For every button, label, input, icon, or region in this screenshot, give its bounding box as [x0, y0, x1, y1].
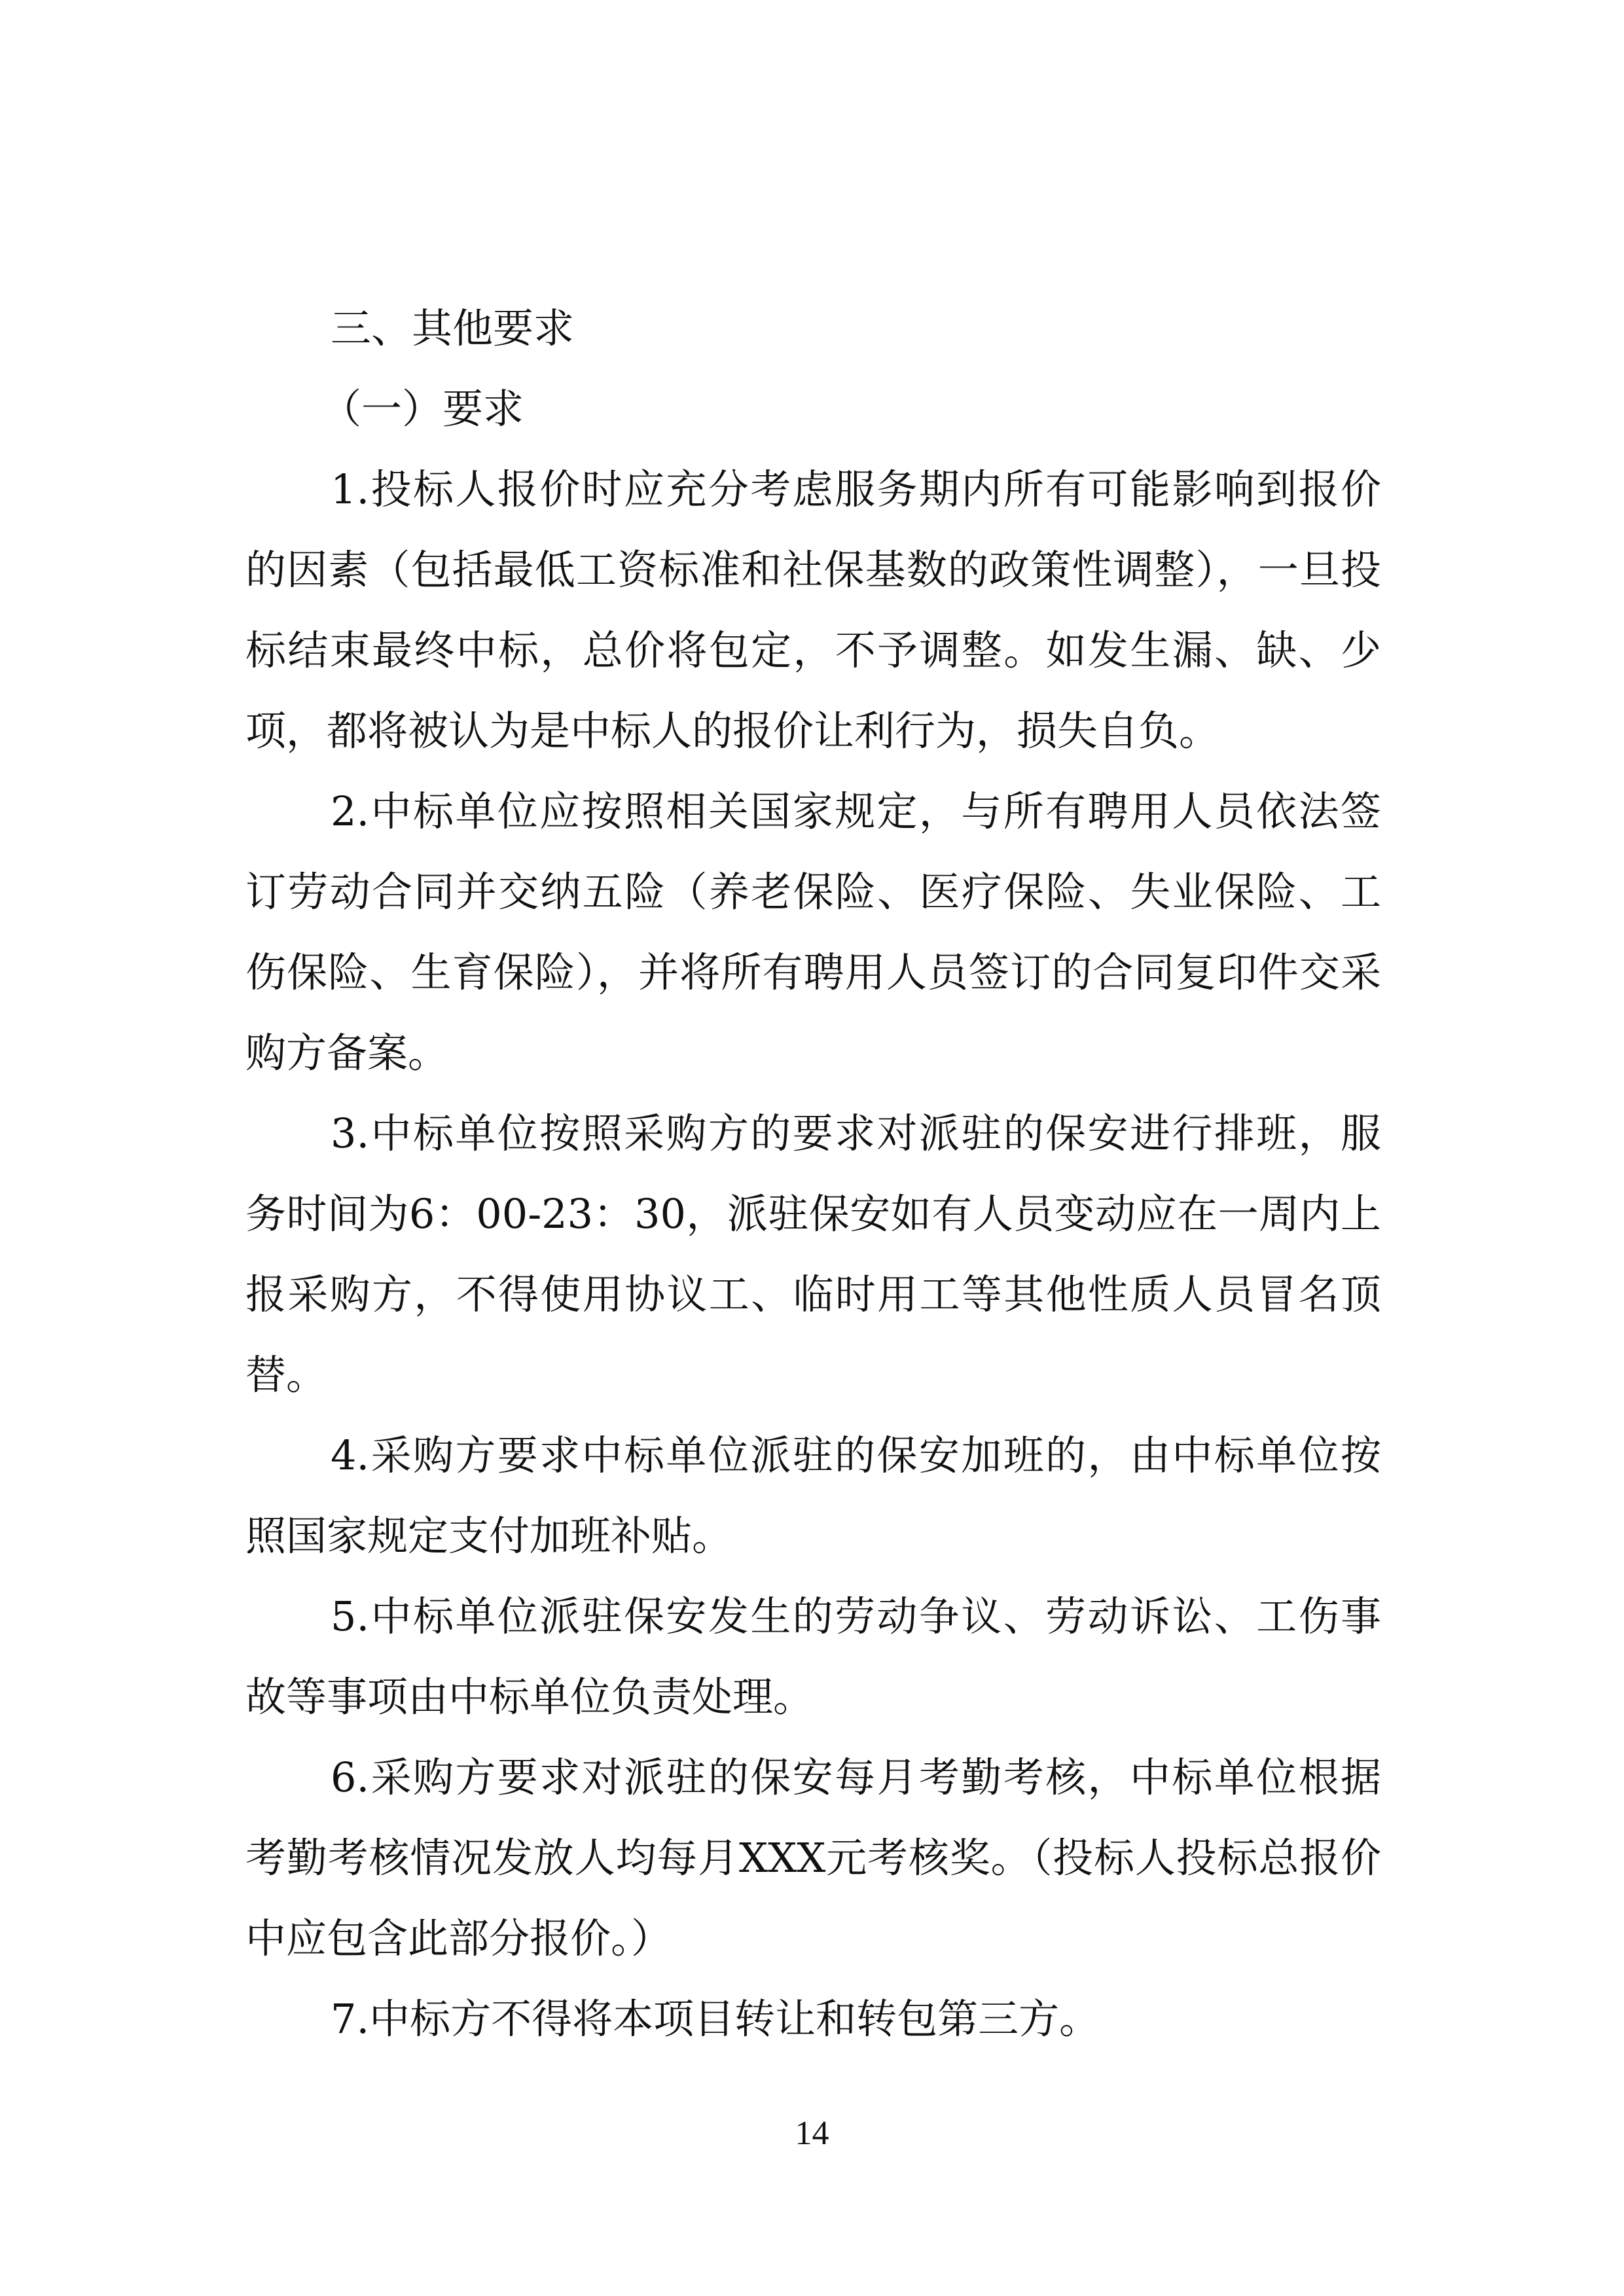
document-body [245, 288, 1381, 2059]
paragraph-4: 4.采购方要求中标单位派驻的保安加班的，由中标单位按照国家规定支付加班补贴。 [245, 1431, 1381, 1560]
paragraph-2: 2.中标单位应按照相关国家规定，与所有聘用人员依法签订劳动合同并交纳五险（养老保险、医疗保险、失业保险、工伤保险、生育保险），并将所有聘用人员签订的合同复印件交采购方备案。 [245, 787, 1381, 1077]
page-number: 14 [795, 2115, 829, 2152]
paragraph-3: 3.中标单位按照采购方的要求对派驻的保安进行排班，服务时间为6：00-23：30，派驻保安如有人员变动应在一周内上报采购方，不得使用协议工、临时用工等其他性质人员冒名顶替。 [245, 1109, 1381, 1399]
paragraph-7: 7.中标方不得将本项目转让和转包第三方。 [331, 1995, 1100, 2043]
paragraph-1: 1.投标人报价时应充分考虑服务期内所有可能影响到报价的因素（包括最低工资标准和社保基数的政策性调整），一旦投标结束最终中标，总价将包定，不予调整。如发生漏、缺、少项，都将被认为是中标人的报价让利行为，损失自负。 [245, 465, 1381, 755]
subsection-heading: （一）要求 [321, 385, 524, 433]
paragraph-6: 6.采购方要求对派驻的保安每月考勤考核，中标单位根据考勤考核情况发放人均每月XXX元考核奖。（投标人投标总报价中应包含此部分报价。） [245, 1753, 1381, 1962]
section-heading: 三、其他要求 [331, 304, 575, 352]
paragraph-5: 5.中标单位派驻保安发生的劳动争议、劳动诉讼、工伤事故等事项由中标单位负责处理。 [245, 1592, 1381, 1721]
